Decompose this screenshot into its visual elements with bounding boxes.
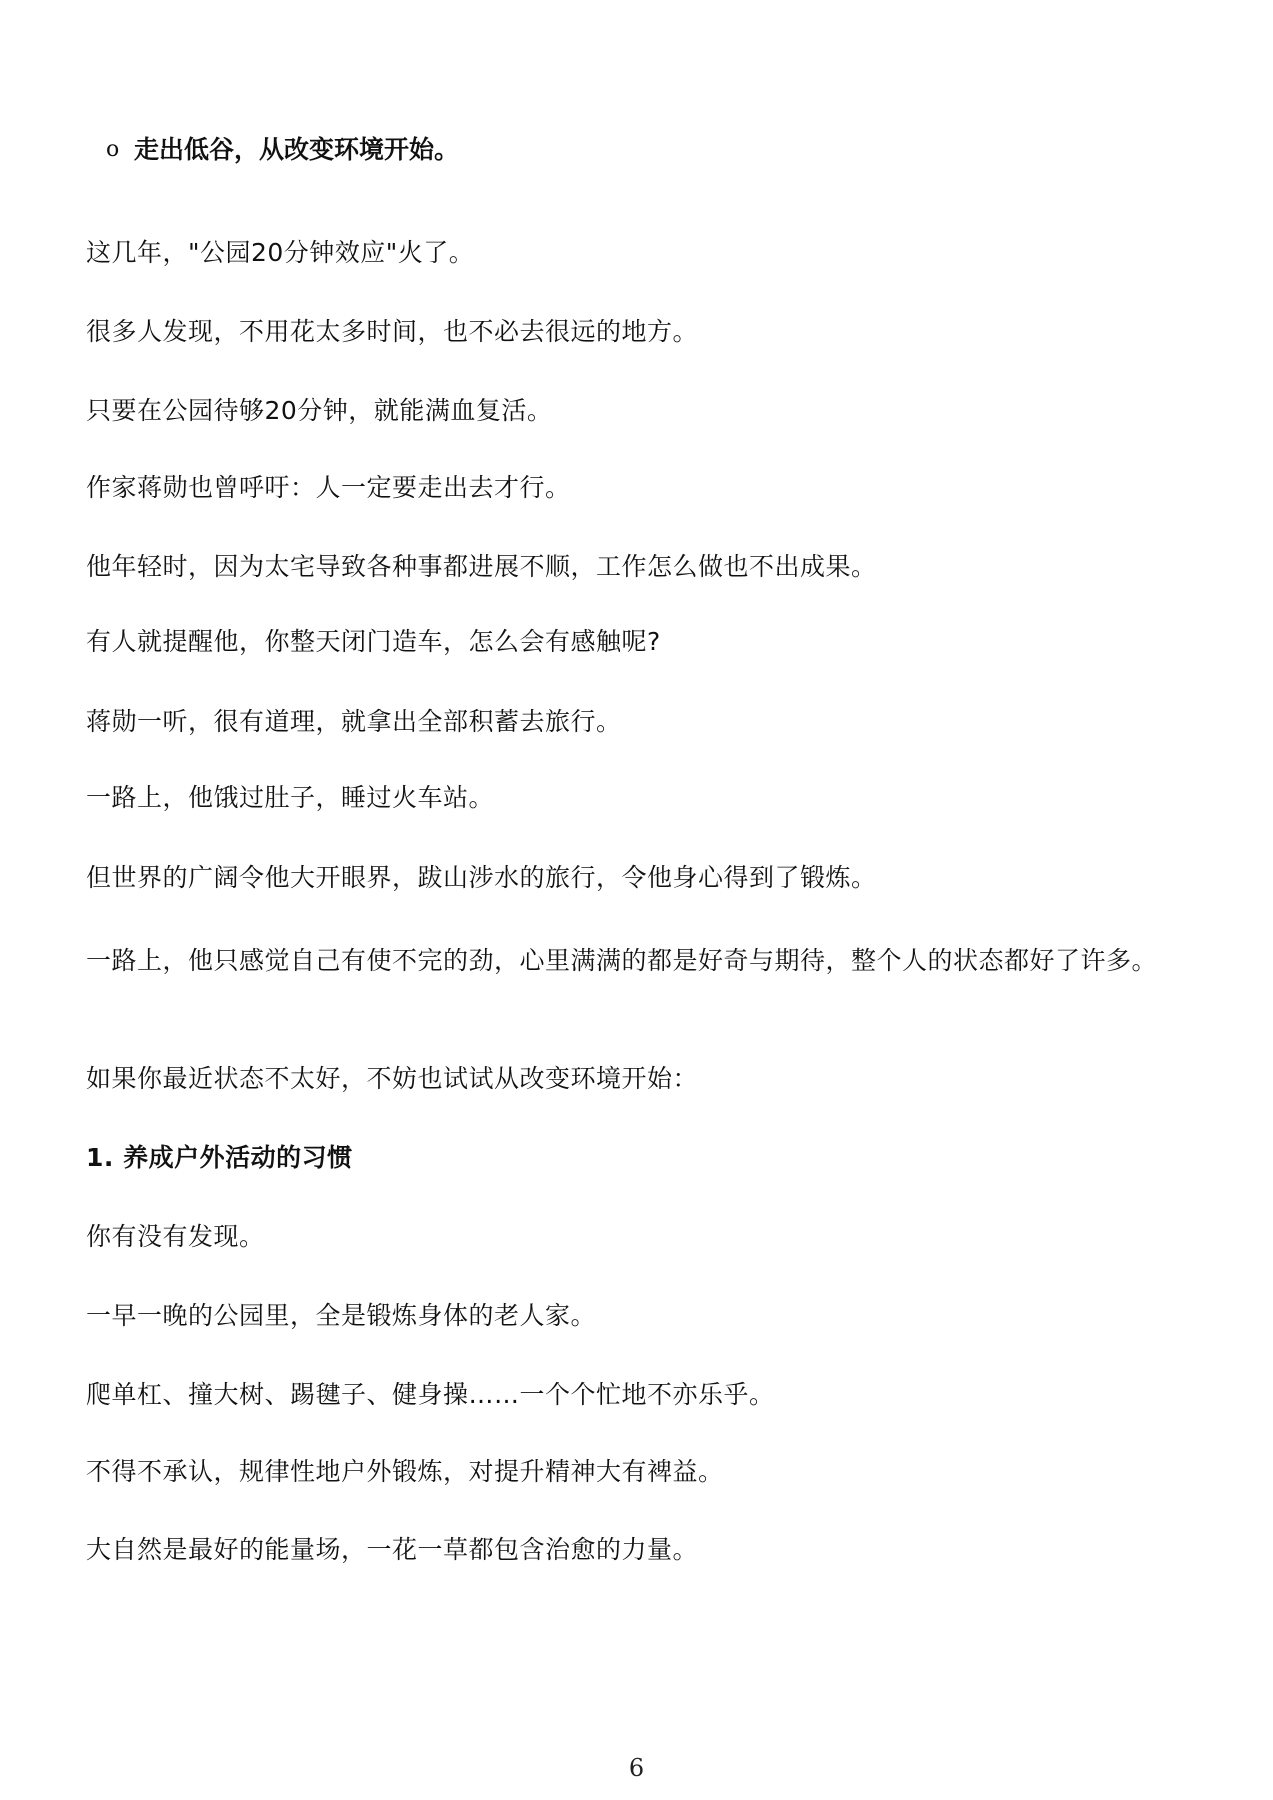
- paragraph: 你有没有发现。: [86, 1222, 265, 1251]
- paragraph: 但世界的广阔令他大开眼界，跋山涉水的旅行，令他身心得到了锻炼。: [86, 863, 877, 892]
- paragraph: 爬单杠、撞大树、踢毽子、健身操……一个个忙地不亦乐乎。: [86, 1380, 775, 1409]
- section-heading: 走出低谷，从改变环境开始。: [134, 135, 460, 164]
- paragraph: 大自然是最好的能量场，一花一草都包含治愈的力量。: [86, 1535, 699, 1564]
- page-number: 6: [628, 1754, 645, 1782]
- paragraph: 如果你最近状态不太好，不妨也试试从改变环境开始：: [86, 1064, 699, 1093]
- paragraph: 一早一晚的公园里，全是锻炼身体的老人家。: [86, 1301, 597, 1330]
- paragraph: 作家蒋勋也曾呼吁：人一定要走出去才行。: [86, 473, 571, 502]
- paragraph: 蒋勋一听，很有道理，就拿出全部积蓄去旅行。: [86, 707, 622, 736]
- paragraph: 他年轻时，因为太宅导致各种事都进展不顺，工作怎么做也不出成果。: [86, 552, 877, 581]
- paragraph: 一路上，他只感觉自己有使不完的劲，心里满满的都是好奇与期待，整个人的状态都好了许多。: [86, 946, 1158, 975]
- paragraph: 只要在公园待够20分钟，就能满血复活。: [86, 396, 553, 425]
- paragraph: 这几年，"公园20分钟效应"火了。: [86, 238, 475, 267]
- paragraph: 不得不承认，规律性地户外锻炼，对提升精神大有裨益。: [86, 1457, 724, 1486]
- paragraph: 一路上，他饿过肚子，睡过火车站。: [86, 783, 495, 812]
- paragraph: 有人就提醒他，你整天闭门造车，怎么会有感触呢?: [86, 627, 661, 656]
- bullet-marker: o: [106, 137, 120, 162]
- paragraph: 很多人发现，不用花太多时间，也不必去很远的地方。: [86, 317, 699, 346]
- subsection-title: 1. 养成户外活动的习惯: [86, 1143, 353, 1172]
